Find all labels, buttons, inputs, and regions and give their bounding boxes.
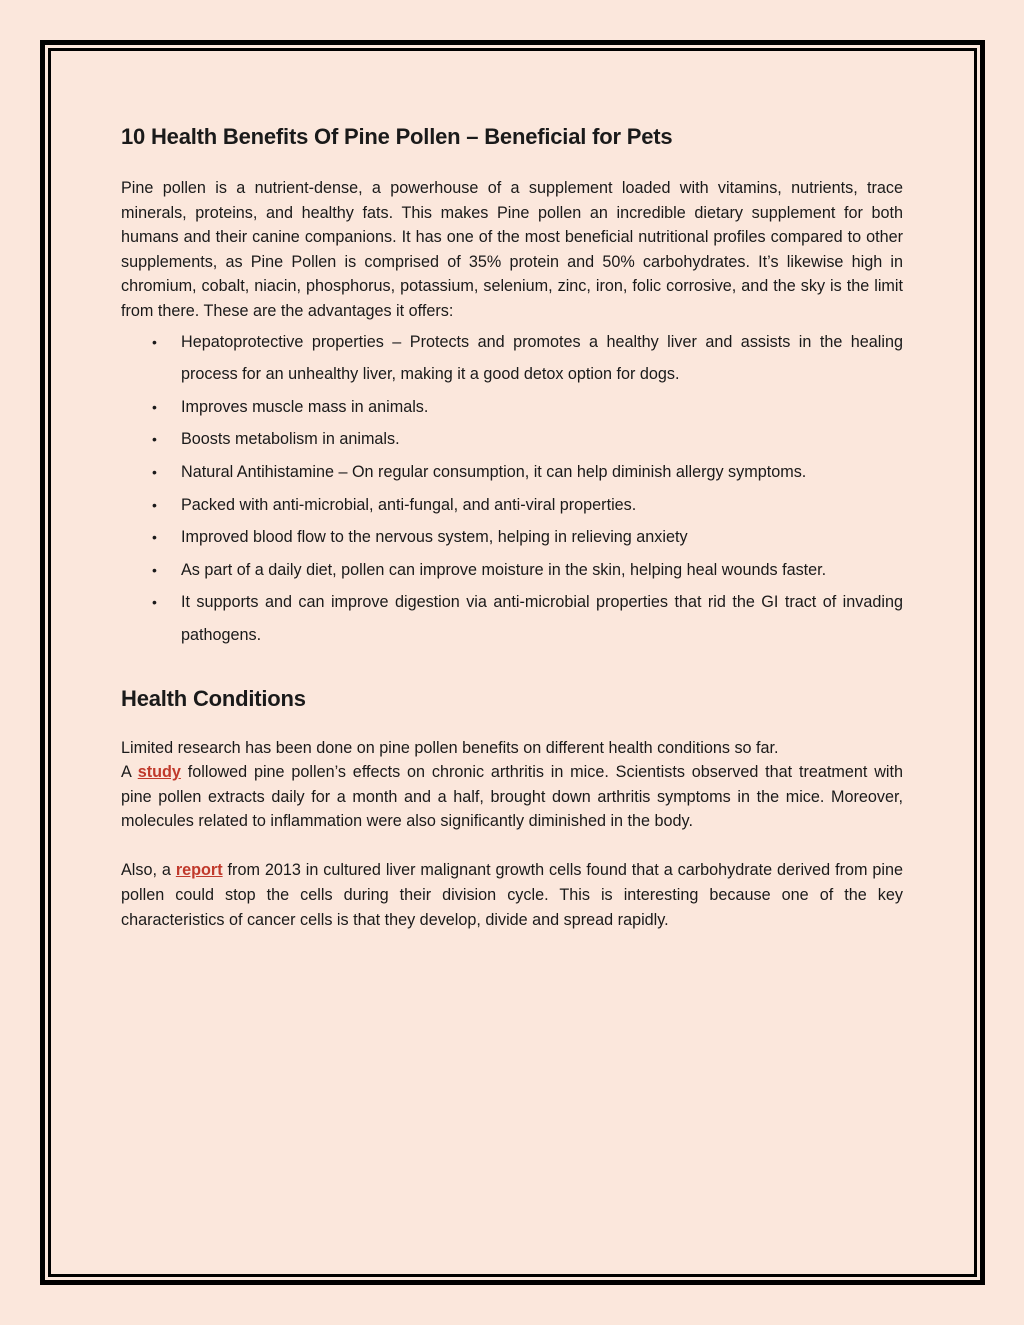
list-item: • Hepatoprotective properties – Protects and promotes a healthy liver and assists in the healing process for an unhealthy liver, making it a good detox option for dogs. (121, 326, 903, 391)
list-item: • Improved blood flow to the nervous system, helping in relieving anxiety (121, 521, 903, 554)
list-item: • It supports and can improve digestion via anti-microbial properties that rid the GI tract of invading pathogens. (121, 586, 903, 651)
page-title: 10 Health Benefits Of Pine Pollen – Beneficial for Pets (121, 124, 673, 149)
section-heading-health-conditions: Health Conditions (121, 685, 306, 711)
bullet-icon: • (152, 594, 157, 611)
bullet-icon: • (152, 463, 157, 480)
bullet-icon: • (152, 333, 157, 350)
benefits-list (121, 326, 903, 652)
list-item: • Boosts metabolism in animals. (121, 423, 903, 456)
bullet-icon: • (152, 431, 157, 448)
list-item: • Packed with anti-microbial, anti-fungal, and anti-viral properties. (121, 489, 903, 522)
bullet-icon: • (152, 529, 157, 546)
bullet-icon: • (152, 398, 157, 415)
conditions-intro-line: Limited research has been done on pine pollen benefits on different health conditions so far. (121, 738, 779, 757)
bullet-icon: • (152, 496, 157, 513)
report-paragraph: Also, a report from 2013 in cultured liver malignant growth cells found that a carbohydrate derived from pine pollen could stop the cells during their division cycle. This is interesting because one of the key characteristics of cancer cells is that they develop, divide and spread rapidly. (121, 861, 903, 929)
conditions-paragraph: Limited research has been done on pine pollen benefits on different health conditions so far. A study followed pine pollen’s effects on chronic arthritis in mice. Scientists observed that treatment with pine pollen extracts daily for a month and a half, brought down arthritis symptoms in the mice. Moreover, molecules related to inflammation were also significantly diminished in the body. (121, 738, 903, 831)
bullet-icon: • (152, 561, 157, 578)
list-item: • Natural Antihistamine – On regular consumption, it can help diminish allergy symptoms. (121, 456, 903, 489)
list-item: • Improves muscle mass in animals. (121, 391, 903, 424)
document-body (121, 118, 903, 932)
study-link[interactable]: study (137, 763, 181, 782)
report-link[interactable]: report (175, 861, 223, 880)
list-item: • As part of a daily diet, pollen can improve moisture in the skin, helping heal wounds faster. (121, 554, 903, 587)
intro-paragraph: Pine pollen is a nutrient-dense, a powerhouse of a supplement loaded with vitamins, nutrients, trace minerals, proteins, and healthy fats. This makes Pine pollen an incredible dietary supplement for both humans and their canine companions. It has one of the most beneficial nutritional profiles compared to other supplements, as Pine Pollen is comprised of 35% protein and 50% carbohydrates. It’s likewise high in chromium, cobalt, niacin, phosphorus, potassium, selenium, zinc, iron, folic corrosive, and the sky is the limit from there. These are the advantages it offers: (121, 179, 903, 320)
